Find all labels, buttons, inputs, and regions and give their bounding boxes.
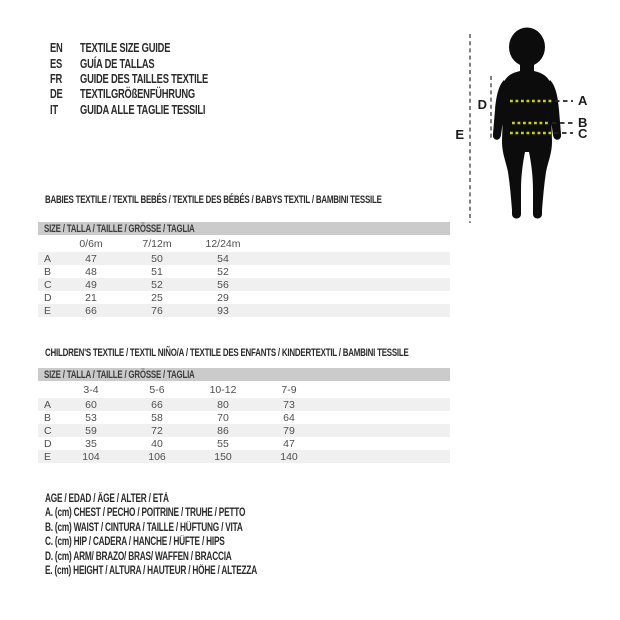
cell-value: 21 <box>85 291 97 304</box>
language-code: FR <box>50 70 63 86</box>
cell-value: 76 <box>151 304 163 317</box>
figure-label-hip: C <box>578 126 588 141</box>
cell-value: 47 <box>85 252 97 265</box>
table-row-b <box>38 265 450 278</box>
language-text: GUIDA ALLE TAGLIE TESSILI <box>80 101 206 117</box>
table-row-b <box>38 411 450 424</box>
cell-value: 66 <box>85 304 97 317</box>
cell-value: 150 <box>214 450 232 463</box>
cell-value: 106 <box>148 450 166 463</box>
row-label: A <box>44 398 52 411</box>
table-row-c <box>38 424 450 437</box>
age-column: 12/24m <box>205 237 241 250</box>
table-row-d <box>38 437 450 450</box>
cell-value: 55 <box>217 437 229 450</box>
measurement-legend <box>45 492 339 578</box>
figure-label-arm: D <box>477 97 487 112</box>
cell-value: 52 <box>151 278 163 291</box>
cell-value: 40 <box>151 437 163 450</box>
size-header-row: SIZE / TALLA / TAILLE / GRÖSSE / TAGLIA <box>38 222 450 235</box>
legend-item-arm: D. (cm) ARM/ BRAZO/ BRAS/ WAFFEN / BRACCIA <box>45 550 232 563</box>
cell-value: 50 <box>151 252 163 265</box>
age-column: 7/12m <box>142 237 172 250</box>
row-label: D <box>44 291 52 304</box>
cell-value: 72 <box>151 424 163 437</box>
cell-value: 64 <box>283 411 295 424</box>
language-text: TEXTILE SIZE GUIDE <box>80 40 171 56</box>
age-column: 10-12 <box>209 383 237 396</box>
cell-value: 52 <box>217 265 229 278</box>
row-label: A <box>44 252 52 265</box>
cell-value: 104 <box>82 450 100 463</box>
cell-value: 53 <box>85 411 97 424</box>
legend-title: AGE / EDAD / ÂGE / ALTER / ETÀ <box>45 493 169 505</box>
language-row-de <box>50 86 258 101</box>
language-text: GUIDE DES TAILLES TEXTILE <box>80 70 209 86</box>
cell-value: 49 <box>85 278 97 291</box>
language-row-es <box>50 55 258 70</box>
row-label: B <box>44 265 52 278</box>
language-code: EN <box>50 40 63 56</box>
row-label: D <box>44 437 52 450</box>
cell-value: 58 <box>151 411 163 424</box>
figure-label-height: E <box>455 127 464 142</box>
figure-label-waist: B <box>578 115 588 130</box>
row-label: E <box>44 304 52 317</box>
child-silhouette-icon <box>493 28 561 219</box>
babies-size-table <box>38 222 450 317</box>
age-column: 7-9 <box>281 383 297 396</box>
cell-value: 48 <box>85 265 97 278</box>
cell-value: 47 <box>283 437 295 450</box>
size-header-row: SIZE / TALLA / TAILLE / GRÖSSE / TAGLIA <box>38 368 450 381</box>
legend-item-waist: B. (cm) WAIST / CINTURA / TAILLE / HÜFTUNG / VITA <box>45 521 243 534</box>
children-size-table <box>38 368 450 463</box>
language-row-en <box>50 40 258 55</box>
cell-value: 86 <box>217 424 229 437</box>
language-code: ES <box>50 55 63 71</box>
cell-value: 93 <box>217 304 229 317</box>
language-list <box>50 40 258 117</box>
cell-value: 80 <box>217 398 229 411</box>
cell-value: 56 <box>217 278 229 291</box>
table-row-a <box>38 252 450 265</box>
cell-value: 59 <box>85 424 97 437</box>
age-column: 3-4 <box>83 383 99 396</box>
row-label: C <box>44 278 52 291</box>
age-column: 5-6 <box>149 383 165 396</box>
language-code: DE <box>50 86 63 102</box>
cell-value: 79 <box>283 424 295 437</box>
table-row-e <box>38 450 450 463</box>
row-label: C <box>44 424 52 437</box>
legend-item-hip: C. (cm) HIP / CADERA / HANCHE / HÜFTE / HIPS <box>45 536 225 549</box>
babies-section-heading: BABIES TEXTILE / TEXTIL BEBÉS / TEXTILE DES BÉBÉS / BABYS TEXTIL / BAMBINI TESSILE <box>45 194 382 206</box>
cell-value: 54 <box>217 252 229 265</box>
row-label: E <box>44 450 52 463</box>
legend-item-chest: A. (cm) CHEST / PECHO / POITRINE / TRUHE / PETTO <box>45 507 246 520</box>
table-row-c <box>38 278 450 291</box>
language-row-it <box>50 102 258 117</box>
age-columns-row <box>38 381 450 398</box>
cell-value: 35 <box>85 437 97 450</box>
cell-value: 29 <box>217 291 229 304</box>
cell-value: 60 <box>85 398 97 411</box>
age-column: 0/6m <box>79 237 103 250</box>
language-text: GUÍA DE TALLAS <box>80 55 155 71</box>
cell-value: 51 <box>151 265 163 278</box>
cell-value: 25 <box>151 291 163 304</box>
cell-value: 66 <box>151 398 163 411</box>
language-text: TEXTILGRÖßENFÜHRUNG <box>80 86 195 102</box>
table-row-d <box>38 291 450 304</box>
children-section-heading: CHILDREN'S TEXTILE / TEXTIL NIÑO/A / TEXTILE DES ENFANTS / KINDERTEXTIL / BAMBINI TESSILE <box>45 347 409 359</box>
language-code: IT <box>50 101 58 117</box>
legend-item-height: E. (cm) HEIGHT / ALTURA / HAUTEUR / HÖHE / ALTEZZA <box>45 564 257 577</box>
age-columns-row <box>38 235 450 252</box>
cell-value: 73 <box>283 398 295 411</box>
table-row-a <box>38 398 450 411</box>
language-row-fr <box>50 71 258 86</box>
table-row-e <box>38 304 450 317</box>
row-label: B <box>44 411 52 424</box>
figure-label-chest: A <box>578 93 588 108</box>
cell-value: 140 <box>280 450 298 463</box>
cell-value: 70 <box>217 411 229 424</box>
